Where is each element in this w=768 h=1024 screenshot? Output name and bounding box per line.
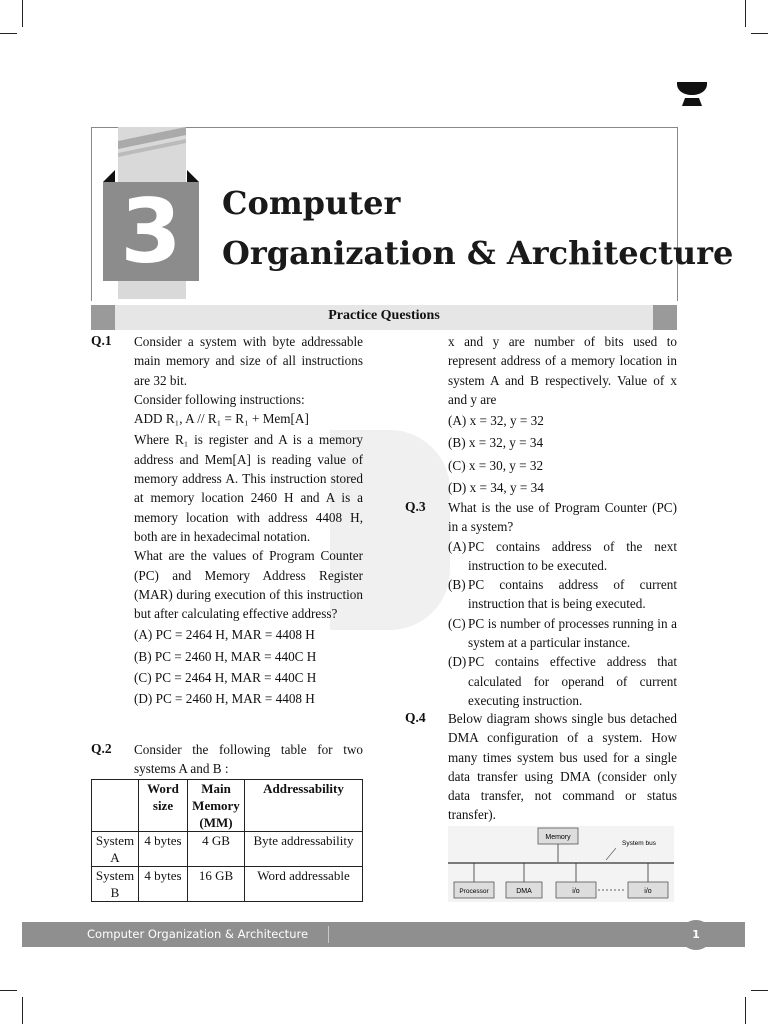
crop-mark	[751, 990, 768, 991]
option-b	[448, 575, 677, 614]
question-label: Q.2	[91, 741, 112, 756]
question-4-text: Below diagram shows single bus detached DMA configuration of a system. How many times system bus used for a single data transfer using DMA (consider only data transfer, not command or status transfer).	[448, 711, 677, 823]
table-cell: 4 bytes	[139, 832, 188, 867]
systems-table	[91, 779, 363, 902]
question-1	[134, 332, 363, 709]
option-b: (B) PC = 2460 H, MAR = 440C H	[134, 648, 317, 664]
chapter-title-line2: Organization & Architecture	[222, 234, 734, 272]
option-text: PC contains effective address that calculated for operand of current executing instruction.	[468, 654, 677, 708]
section-bar	[91, 305, 677, 330]
crop-mark	[22, 997, 23, 1024]
footer-title: Computer Organization & Architecture	[87, 927, 309, 941]
question-text: x and y are number of bits used to represent address of a memory location in system A and B respectively. Value of x and y are	[448, 334, 677, 407]
chapter-title-line1: Computer	[222, 184, 401, 222]
table-header-cell: Main Memory (MM)	[188, 780, 245, 832]
chapter-title	[222, 178, 733, 278]
question-label: Q.4	[405, 710, 426, 725]
memory-label: Memory	[545, 834, 571, 841]
table-row	[92, 832, 363, 867]
crop-mark	[751, 33, 768, 34]
question-text: Consider a system with byte addressable main memory and size of all instructions are 32 bit.	[134, 334, 363, 388]
option-text: PC contains address of the next instruction to be executed.	[468, 538, 677, 573]
brand-logo-icon	[676, 80, 708, 108]
question-3	[448, 498, 677, 710]
footer-bar	[22, 922, 745, 947]
option-c: (C) x = 30, y = 32	[448, 457, 544, 473]
question-label: Q.1	[91, 333, 112, 348]
option-key: (B)	[448, 577, 466, 593]
question-text: What is the use of Program Counter (PC) in a system?	[448, 500, 677, 535]
option-key: (C)	[448, 615, 466, 631]
instruction-line: ADD R₁, A // R₁ = R₁ + Mem[A]	[134, 411, 309, 427]
system-bus-label: System bus	[622, 840, 656, 847]
option-d: (D) x = 34, y = 34	[448, 480, 544, 496]
option-key: (D)	[448, 654, 467, 670]
option-b: (B) x = 32, y = 34	[448, 435, 544, 451]
question-text: Where R₁ is register and A is a memory address and Mem[A] is reading value of memory address A. This instruction stored at memory location 2460 H and A is a memory location with address 4408 H, both are in hexadecimal notation.	[134, 432, 363, 544]
dma-label: DMA	[516, 888, 532, 895]
crop-mark	[745, 0, 746, 27]
option-d: (D) PC = 2460 H, MAR = 4408 H	[134, 691, 315, 707]
table-cell: Byte addressability	[245, 832, 363, 867]
option-text: PC contains address of current instruction that is being executed.	[468, 577, 677, 612]
question-label: Q.3	[405, 499, 426, 514]
table-row	[92, 867, 363, 902]
question-text: What are the values of Program Counter (PC) and Memory Address Register (MAR) during execution of this instruction but after calculating effective address?	[134, 548, 363, 622]
option-c: (C) PC = 2464 H, MAR = 440C H	[134, 670, 317, 686]
option-d	[448, 652, 677, 710]
question-2-text: Consider the following table for two systems A and B :	[134, 742, 363, 777]
footer-divider	[328, 926, 329, 943]
table-cell: 4 bytes	[139, 867, 188, 902]
chapter-number: 3	[103, 182, 199, 281]
table-cell: System A	[92, 832, 139, 867]
page-number: 1	[680, 920, 712, 950]
option-text: PC is number of processes running in a system at a particular instance.	[468, 615, 677, 651]
crop-mark	[0, 33, 17, 34]
table-header-cell: Addressability	[245, 780, 363, 832]
table-cell: 4 GB	[188, 832, 245, 867]
table-cell: System B	[92, 867, 139, 902]
table-cell: Word addressable	[245, 867, 363, 902]
table-header-row	[92, 780, 363, 832]
table-header-cell: Word size	[139, 780, 188, 832]
option-c	[448, 614, 677, 653]
crop-mark	[0, 990, 17, 991]
io-label: i/o	[572, 888, 580, 895]
table-cell: 16 GB	[188, 867, 245, 902]
question-2-continued	[448, 332, 677, 497]
option-a: (A) x = 32, y = 32	[448, 413, 544, 429]
question-text: Consider following instructions:	[134, 391, 305, 407]
option-a	[448, 537, 677, 576]
option-key: (A)	[448, 538, 467, 554]
chapter-tab-stripe	[118, 127, 186, 159]
dma-diagram	[448, 826, 674, 902]
section-title: Practice Questions	[328, 308, 440, 323]
crop-mark	[22, 0, 23, 27]
option-a: (A) PC = 2464 H, MAR = 4408 H	[134, 627, 315, 643]
io-label: i/o	[644, 888, 652, 895]
processor-label: Processor	[459, 888, 489, 895]
table-header-cell	[92, 780, 139, 832]
crop-mark	[745, 997, 746, 1024]
